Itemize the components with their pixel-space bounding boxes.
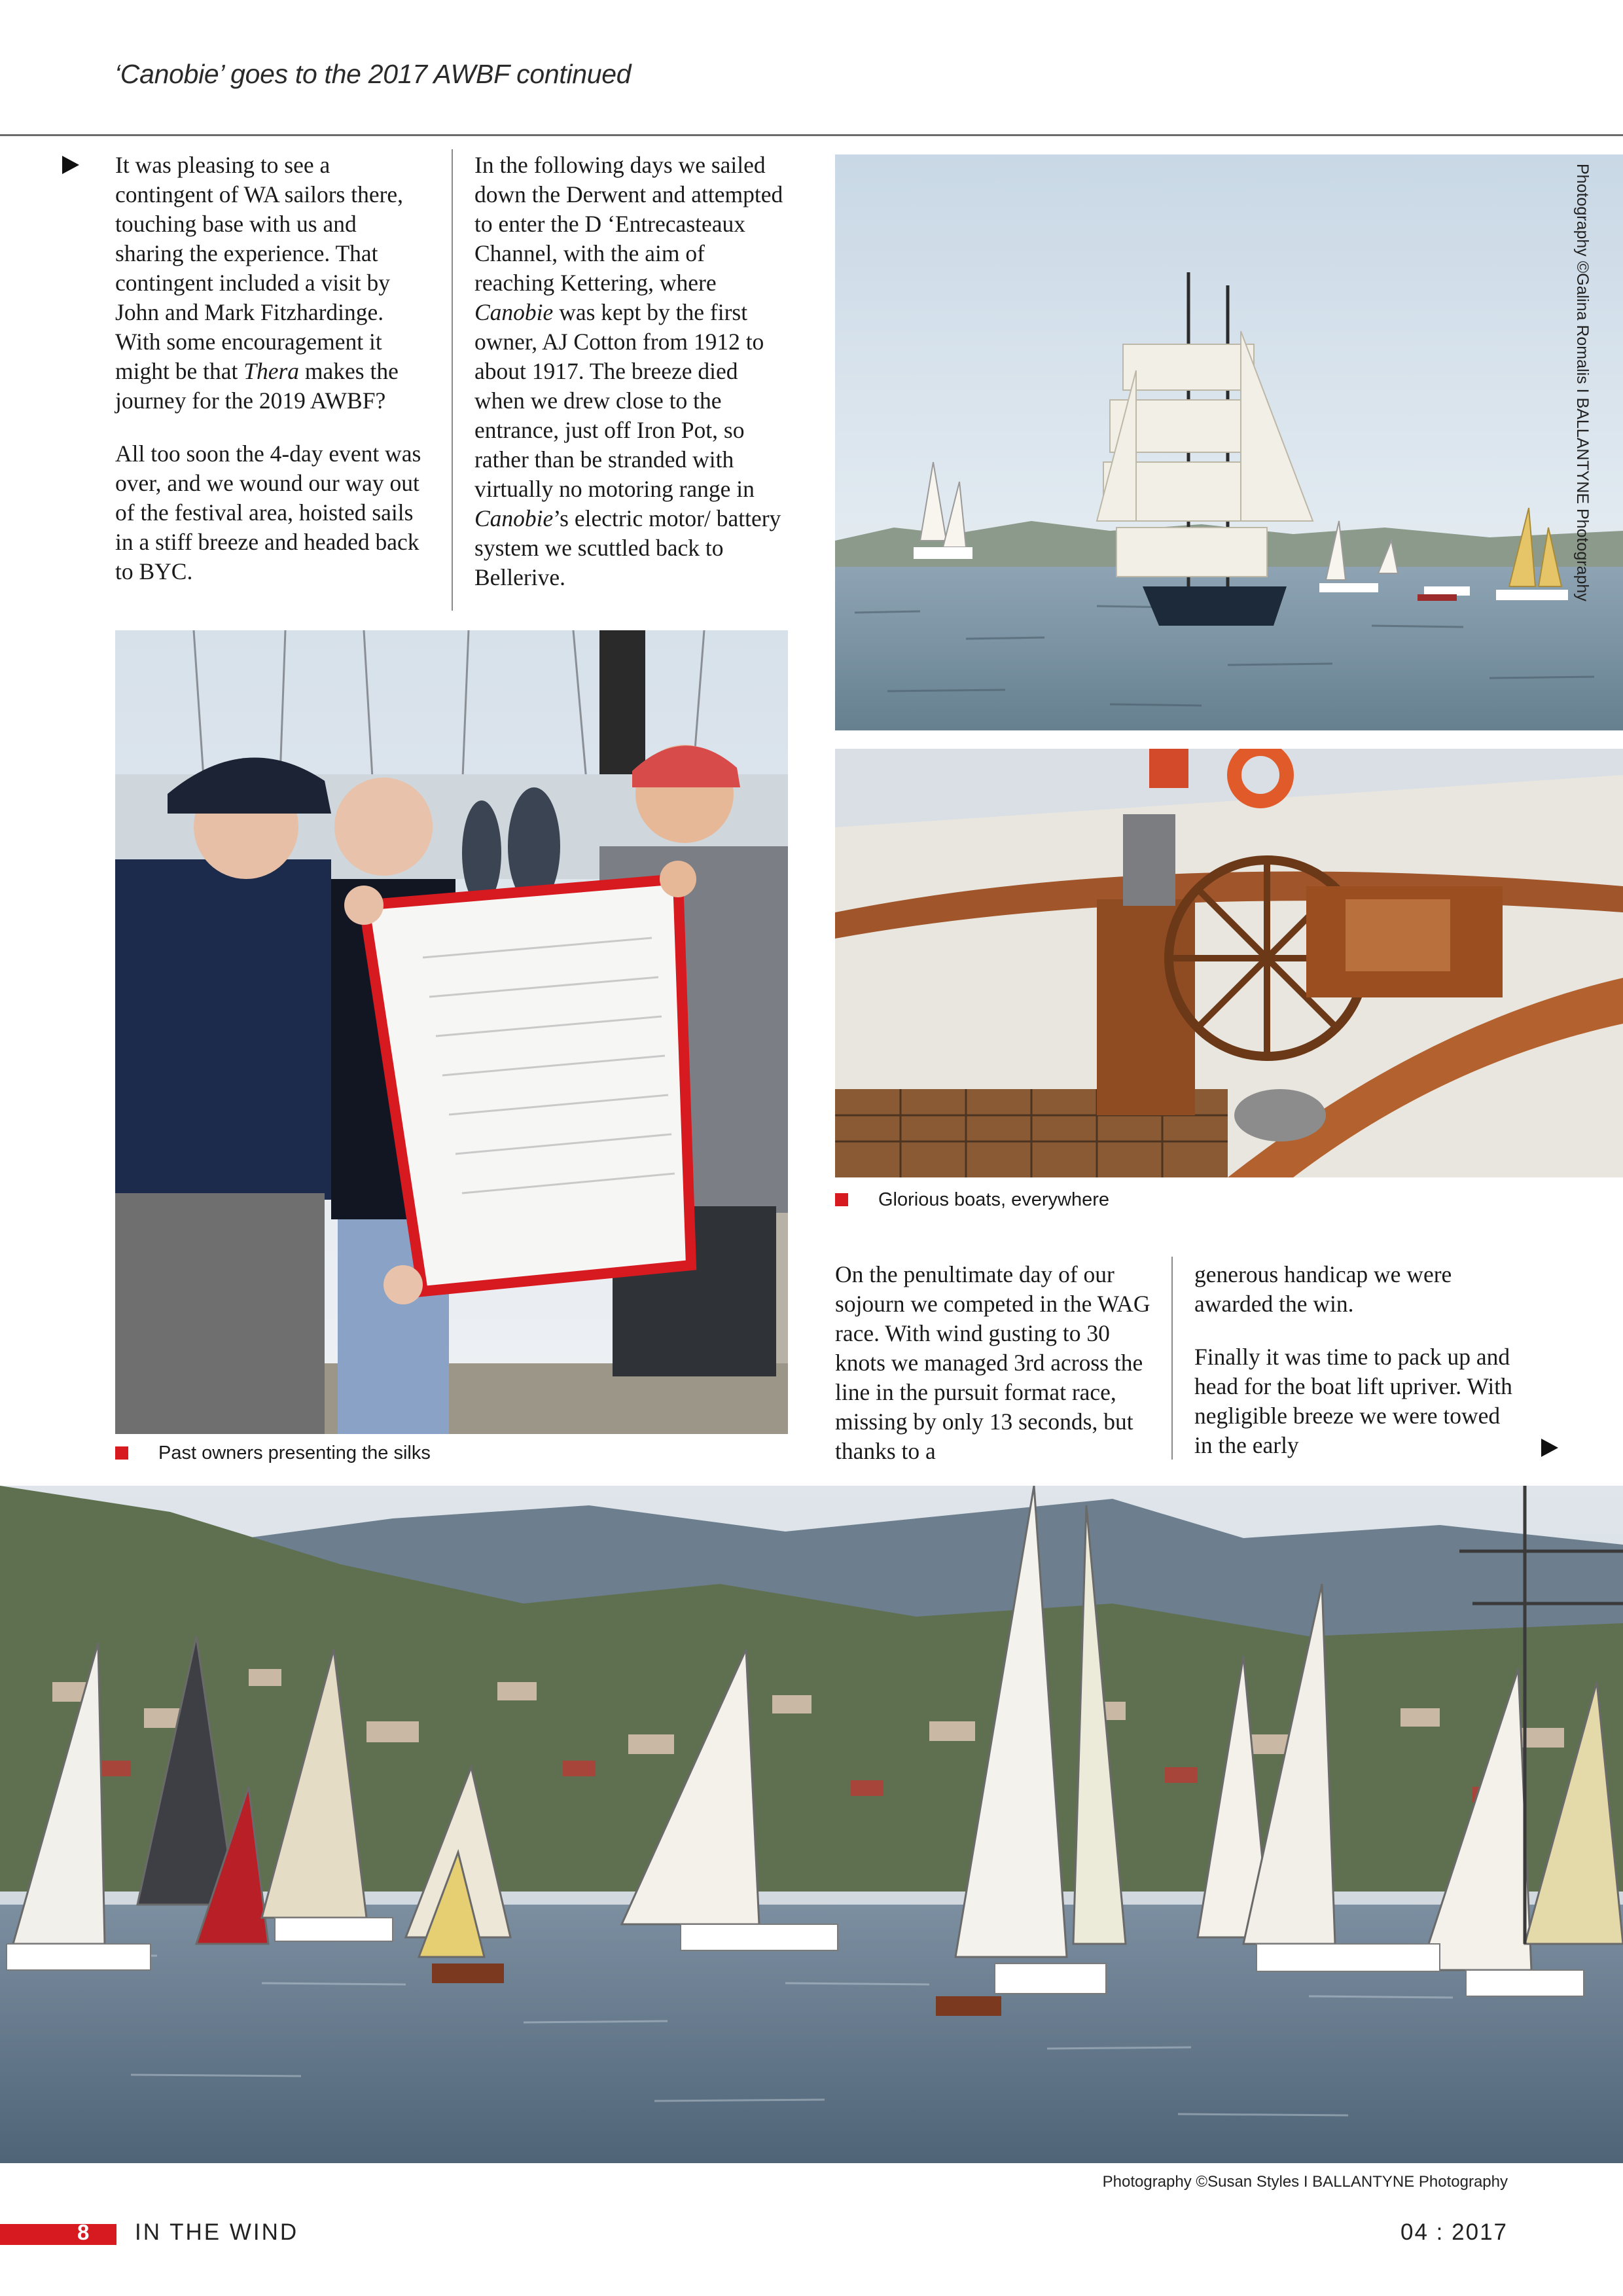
boat-deck-illustration	[835, 749, 1623, 1177]
paragraph: It was pleasing to see a contingent of WA sailors there, touching base with us and sharing the experience. That contingent included a visit by John and Mark Fitzhardinge. With some encouragement it might be that Thera makes the journey for the 2019 AWBF?	[115, 152, 404, 414]
caption-bullet-icon	[115, 1446, 128, 1460]
regatta-illustration	[0, 1486, 1623, 2163]
caption-boats	[835, 1189, 1109, 1211]
column-rule	[1171, 1257, 1173, 1460]
page-number: 8	[77, 2220, 90, 2244]
paragraph: generous handicap we were awarded the win.	[1194, 1261, 1452, 1317]
body-column-3	[835, 1260, 1162, 1466]
paragraph: Finally it was time to pack up and head for the boat lift upriver. With negligible breeze we were towed in the early	[1194, 1344, 1512, 1458]
photo-credit-bottom: Photography ©Susan Styles I BALLANTYNE Photography	[1102, 2173, 1508, 2191]
tall-ship-illustration	[835, 154, 1623, 730]
arrow-right-icon	[1541, 1439, 1558, 1457]
publication-name: IN THE WIND	[135, 2219, 299, 2245]
photo-regatta-panorama	[0, 1486, 1623, 2163]
arrow-right-icon	[62, 156, 79, 174]
caption-silks	[115, 1443, 431, 1464]
photo-boat-deck	[835, 749, 1623, 1177]
caption-text: Past owners presenting the silks	[158, 1443, 431, 1463]
caption-bullet-icon	[835, 1193, 848, 1206]
running-head: ‘Canobie’ goes to the 2017 AWBF continued	[115, 59, 632, 89]
issue-number: 04 : 2017	[1400, 2219, 1508, 2245]
body-column-1	[115, 151, 423, 586]
caption-text: Glorious boats, everywhere	[878, 1189, 1109, 1210]
folio-bar	[0, 2224, 116, 2245]
photo-past-owners-silks	[115, 630, 788, 1434]
paragraph: On the penultimate day of our sojourn we competed in the WAG race. With wind gusting to 30 knots we managed 3rd across the line in the pursuit format race, missing by only 13 seconds, but thanks to a	[835, 1261, 1150, 1464]
photo-credit-vertical: Photography ©Galina Romalis I BALLANTYNE Photography	[1573, 164, 1592, 601]
paragraph: All too soon the 4-day event was over, and we wound our way out of the festival area, hoisted sails in a stiff breeze and headed back to BYC.	[115, 440, 421, 584]
header-rule	[0, 134, 1623, 136]
photo-tall-ship	[835, 154, 1623, 730]
silks-illustration	[115, 630, 788, 1434]
body-column-2	[474, 151, 785, 592]
column-rule	[452, 149, 453, 611]
paragraph: In the following days we sailed down the Derwent and attempted to enter the D ‘Entrecasteaux Channel, with the aim of reaching Kettering, where Canobie was kept by the first owner, AJ Cotton from 1912 to about 1917. The breeze died when we drew close to the entrance, just off Iron Pot, so rather than be stranded with virtually no motoring range in Canobie’s electric motor/ battery system we scuttled back to Bellerive.	[474, 152, 783, 590]
body-column-4	[1194, 1260, 1515, 1460]
